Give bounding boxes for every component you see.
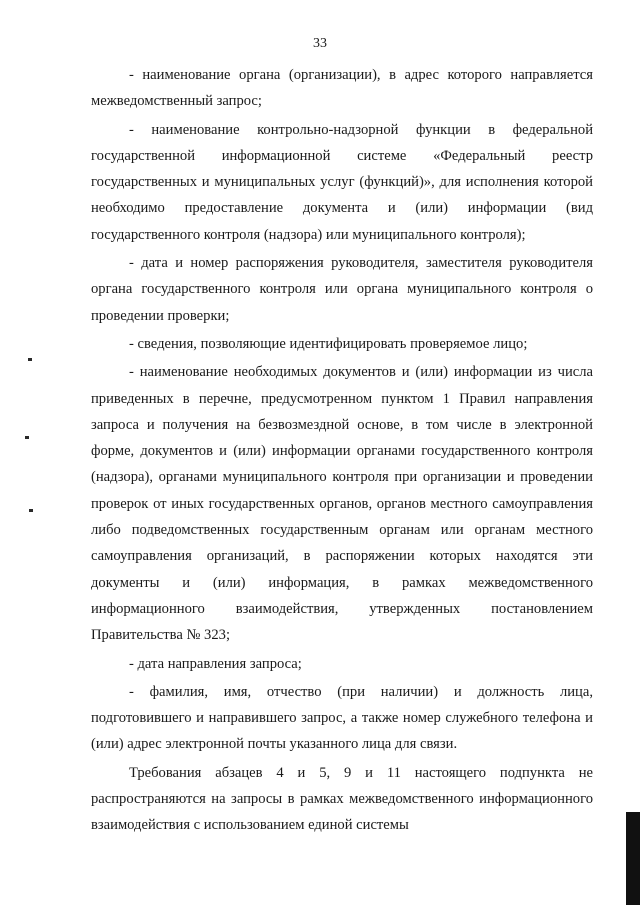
list-item-required-documents: - наименование необходимых документов и (или) информации из числа приведенных в перечне, предусмотренном пунктом 1 Правил направления запроса и получения на безвозмездной основе, в том числе в электронной форме, документов и (или) информации органами государственного контроля (надзора), органами муниципального контроля при организации и проведении проверок от иных государственных органов, органов местного самоуправления либо подведомственных государственным органам или органам местного самоуправления организаций, в распоряжении которых находятся эти документы и (или) информация, в рамках межведомственного информационного взаимодействия, утвержденных постановлением Правительства № 323; [91, 364, 593, 644]
scan-artifact-dot [25, 436, 29, 439]
list-item-responsible-person: - фамилия, имя, отчество (при наличии) и должность лица, подготовившего и направившего запрос, а также номер служебного телефона и (или) адрес электронной почты указанного лица для связи. [91, 683, 593, 753]
document-body [91, 62, 593, 839]
scan-artifact-dot [28, 358, 32, 361]
paragraph-requirements-exception: Требования абзацев 4 и 5, 9 и 11 настоящего подпункта не распространяются на запросы в рамках межведомственного информационного взаимодействия с использованием единой системы [91, 764, 593, 834]
list-item-request-date: - дата направления запроса; [129, 655, 302, 672]
list-item-identification-info: - сведения, позволяющие идентифицировать проверяемое лицо; [129, 335, 528, 352]
scan-artifact-dot [29, 509, 33, 512]
list-item-order-date-number: - дата и номер распоряжения руководителя, заместителя руководителя органа государственного контроля или органа муниципального контроля о проведении проверки; [91, 255, 593, 324]
scan-edge-bar [626, 812, 640, 905]
list-item-organ-name: - наименование органа (организации), в адрес которого направляется межведомственный запрос; [91, 67, 593, 110]
list-item-control-function: - наименование контрольно-надзорной функции в федеральной государственной информационной системе «Федеральный реестр государственных и муниципальных услуг (функций)», для исполнения которой необходимо предоставление документа и (или) информации (вид государственного контроля (надзора) или муниципального контроля); [91, 121, 593, 243]
page-number: 33 [313, 36, 327, 51]
